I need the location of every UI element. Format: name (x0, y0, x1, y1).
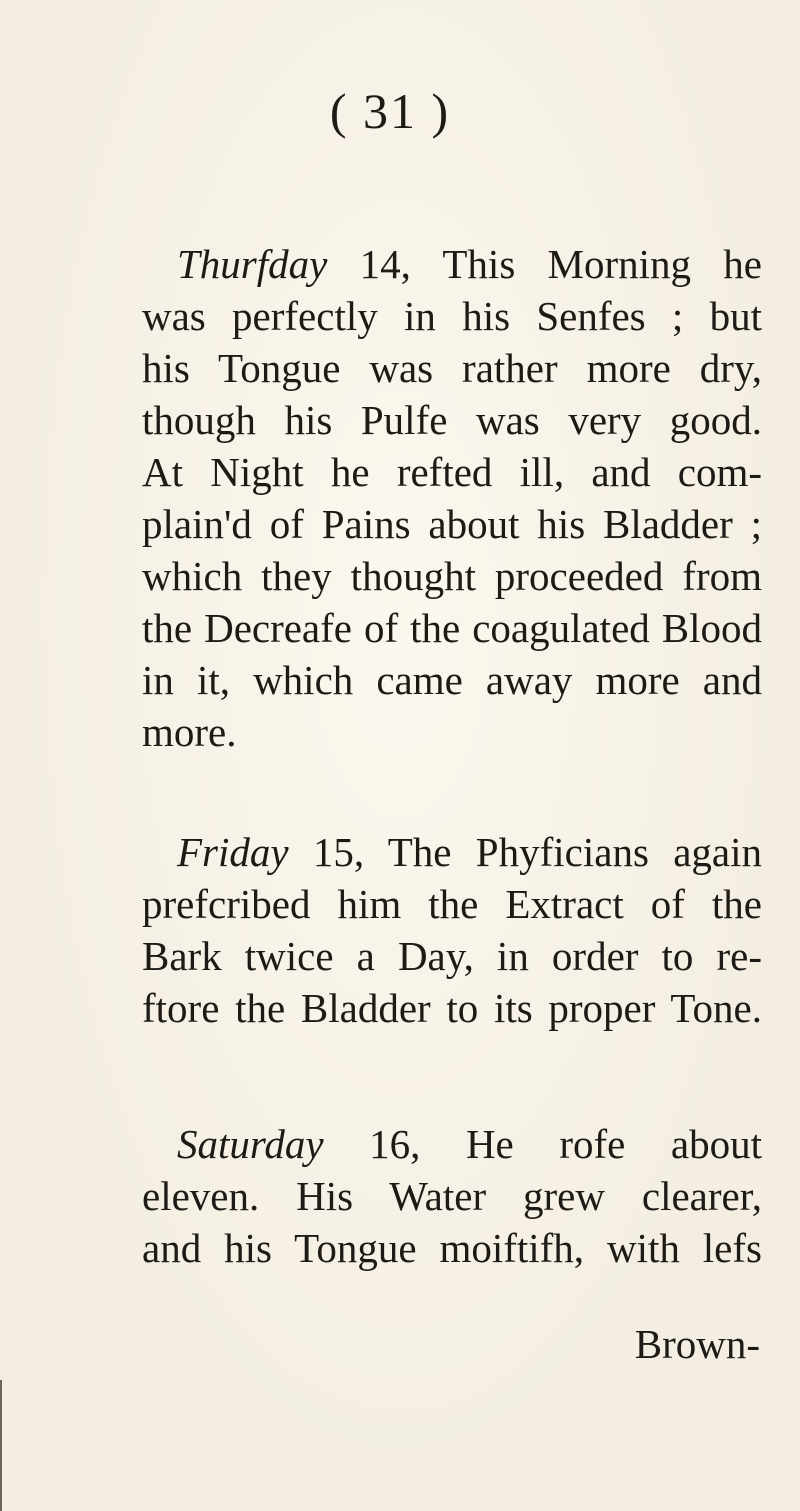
text-line (142, 826, 762, 878)
line-text: 16, He rofe about (369, 1121, 762, 1167)
text-line: in it, which came away more and (142, 657, 762, 703)
day-label: Thurfday (177, 241, 328, 287)
page-edge-shadow (0, 1380, 2, 1511)
text-line: though his Pulfe was very good. (142, 397, 762, 443)
text-line: and his Tongue moiftifh, with lefs (142, 1225, 762, 1271)
line-text: 15, The Phyficians again (312, 829, 762, 875)
text-line (142, 238, 762, 290)
text-line (142, 1118, 762, 1170)
text-line: more. (142, 709, 237, 755)
text-line: ftore the Bladder to its proper Tone. (142, 985, 762, 1031)
text-line: was perfectly in his Senfes ; but (142, 293, 762, 339)
text-line: eleven. His Water grew clearer, (142, 1173, 762, 1219)
text-line: which they thought proceeded from (142, 553, 762, 599)
text-line: prefcribed him the Extract of the (142, 881, 762, 927)
diary-entry-saturday (142, 1118, 762, 1274)
text-line: At Night he refted ill, and com- (142, 449, 762, 495)
day-label: Saturday (177, 1121, 324, 1167)
catchword: Brown- (634, 1321, 760, 1367)
day-label: Friday (177, 829, 289, 875)
text-line: plain'd of Pains about his Bladder ; (142, 501, 762, 547)
diary-entry-thursday (142, 238, 762, 758)
text-line: Bark twice a Day, in order to re- (142, 933, 762, 979)
page-number: ( 31 ) (329, 83, 451, 139)
diary-entry-friday (142, 826, 762, 1034)
text-line: the Decreafe of the coagulated Blood (142, 605, 762, 651)
text-line: his Tongue was rather more dry, (142, 345, 762, 391)
line-text: 14, This Morning he (359, 241, 762, 287)
